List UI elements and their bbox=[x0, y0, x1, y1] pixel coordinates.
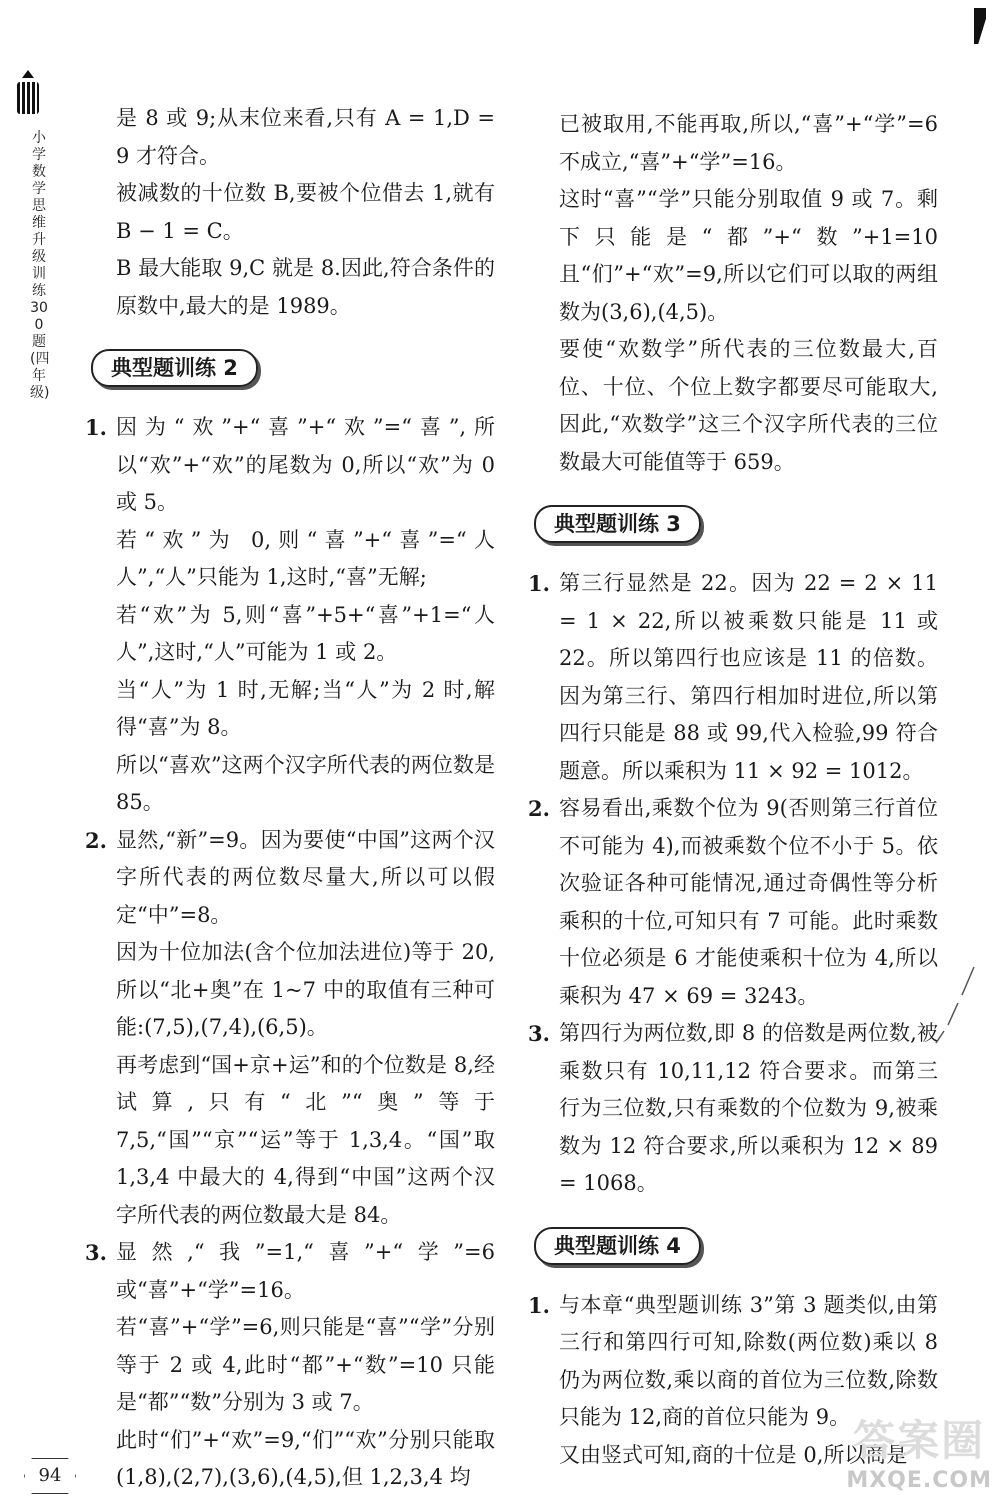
right-column bbox=[528, 106, 938, 1474]
item-number: 1. bbox=[528, 571, 550, 596]
logo-block-icon bbox=[17, 82, 39, 114]
list-item bbox=[85, 822, 495, 1235]
item-paragraph: 此时“们”+“欢”=9,“们”“欢”分别只能取(1,8),(2,7),(3,6),(4,5),但 1,2,3,4 均 bbox=[116, 1427, 495, 1489]
item-paragraph: 因为十位加法(含个位加法进位)等于 20,所以“北+奥”在 1~7 中的取值有三种可能:(7,5),(7,4),(6,5)。 bbox=[116, 940, 495, 1039]
continued-paragraph: 这时“喜”“学”只能分别取值 9 或 7。剩下只能是“都”+“数”+1=10 且“们”+“欢”=9,所以它们可以取的两组数为(3,6),(4,5)。 bbox=[559, 187, 938, 324]
intro-paragraph: 被减数的十位数 B,要被个位借去 1,就有 B − 1 = C。 bbox=[116, 181, 495, 243]
item-paragraph: 第三行显然是 22。因为 22 = 2 × 11 = 1 × 22,所以被乘数只能是 11 或 22。所以第四行也应该是 11 的倍数。因为第三行、第四行相加时进位,所以第四行只能是 88 或 99,代入检验,99 符合题意。所以乘积为 11 × 92 = 1012。 bbox=[559, 571, 938, 783]
side-title: 小学数学思维升级训练300题(四年级) bbox=[30, 130, 50, 401]
item-body bbox=[559, 1015, 938, 1203]
item-body bbox=[559, 790, 938, 1015]
item-body bbox=[559, 565, 938, 790]
item-body bbox=[116, 409, 495, 822]
list-item bbox=[528, 565, 938, 790]
continued-paragraph: 已被取用,不能再取,所以,“喜”+“学”=6 不成立,“喜”+“学”=16。 bbox=[559, 112, 938, 174]
section-title-training-2: 典型题训练 2 bbox=[91, 349, 258, 387]
item-paragraph: 所以“喜欢”这两个汉字所代表的两位数是 85。 bbox=[116, 752, 495, 814]
item-number: 2. bbox=[528, 796, 550, 821]
item-paragraph: 容易看出,乘数个位为 9(否则第三行首位不可能为 4),而被乘数个位不小于 5。依次验证各种可能情况,通过奇偶性等分析乘积的十位,可知只有 7 可能。此时乘数十位必须是 6 才能使乘积十位为 4,所以乘积为 47 × 69 = 3243。 bbox=[559, 796, 938, 1008]
section-title-training-4: 典型题训练 4 bbox=[534, 1227, 701, 1265]
item-paragraph: 若“欢”为 5,则“喜”+5+“喜”+1=“人人”,这时,“人”可能为 1 或 2。 bbox=[116, 602, 495, 664]
intro-paragraph: B 最大能取 9,C 就是 8.因此,符合条件的原数中,最大的是 1989。 bbox=[116, 256, 495, 318]
item-paragraph: 第四行为两位数,即 8 的倍数是两位数,被乘数只有 10,11,12 符合要求。而第三行为三位数,只有乘数的个位数为 9,被乘数为 12 符合要求,所以乘积为 12 × 89 = 1068。 bbox=[559, 1021, 938, 1195]
section-title-training-3: 典型题训练 3 bbox=[534, 505, 701, 543]
item-paragraph: 又由竖式可知,商的十位是 0,所以商是 bbox=[559, 1442, 908, 1467]
item-number: 3. bbox=[528, 1021, 550, 1046]
item-paragraph: 显然,“我”=1,“喜”+“学”=6 或“喜”+“学”=16。 bbox=[116, 1240, 495, 1302]
list-item bbox=[528, 790, 938, 1015]
item-body bbox=[116, 822, 495, 1235]
item-paragraph: 再考虑到“国+京+运”和的个位数是 8,经试算,只有“北”“奥”等于 7,5,“国”“京”“运”等于 1,3,4。“国”取 1,3,4 中最大的 4,得到“中国”这两个汉字所代表的两位数最大是 84。 bbox=[116, 1052, 495, 1227]
intro-paragraph: 是 8 或 9;从末位来看,只有 A = 1,D = 9 才符合。 bbox=[116, 106, 495, 168]
list-item bbox=[85, 1234, 495, 1497]
item-paragraph: 若“欢”为 0,则“喜”+“喜”=“人人”,“人”只能为 1,这时,“喜”无解; bbox=[116, 527, 495, 589]
list-item bbox=[85, 409, 495, 822]
item-number: 1. bbox=[528, 1292, 550, 1318]
item-paragraph: 显然,“新”=9。因为要使“中国”这两个汉字所代表的两位数尽量大,所以可以假定“中”=8。 bbox=[116, 827, 495, 927]
left-column bbox=[85, 100, 495, 1497]
logo-triangle-icon bbox=[22, 70, 34, 78]
corner-mark bbox=[974, 8, 986, 44]
item-paragraph: 与本章“典型题训练 3”第 3 题类似,由第三行和第四行可知,除数(两位数)乘以 8 仍为两位数,乘以商的首位为三位数,除数只能为 12,商的首位只能为 9。 bbox=[559, 1292, 938, 1429]
item-number: 3. bbox=[85, 1240, 107, 1265]
watermark-url: MXQE.COM bbox=[846, 1468, 992, 1493]
item-paragraph: 若“喜”+“学”=6,则只能是“喜”“学”分别等于 2 或 4,此时“都”+“数”=10 只能是“都”“数”分别为 3 或 7。 bbox=[116, 1315, 495, 1414]
list-item bbox=[528, 1015, 938, 1203]
item-paragraph: 因为“欢”+“喜”+“欢”=“喜”,所以“欢”+“欢”的尾数为 0,所以“欢”为 0 或 5。 bbox=[116, 415, 495, 514]
item-paragraph: 当“人”为 1 时,无解;当“人”为 2 时,解得“喜”为 8。 bbox=[116, 677, 495, 739]
page-number: 94 bbox=[24, 1458, 76, 1494]
watermark-text: 答案圈 bbox=[853, 1416, 986, 1465]
watermark bbox=[846, 1408, 992, 1493]
continued-paragraph: 要使“欢数学”所代表的三位数最大,百位、十位、个位上数字都要尽可能取大,因此,“欢数学”这三个汉字所代表的三位数最大可能值等于 659。 bbox=[559, 337, 938, 474]
item-body bbox=[116, 1234, 495, 1497]
pencil-mark bbox=[922, 965, 982, 1045]
item-number: 1. bbox=[85, 415, 107, 440]
series-logo bbox=[14, 70, 42, 118]
item-number: 2. bbox=[85, 827, 107, 853]
